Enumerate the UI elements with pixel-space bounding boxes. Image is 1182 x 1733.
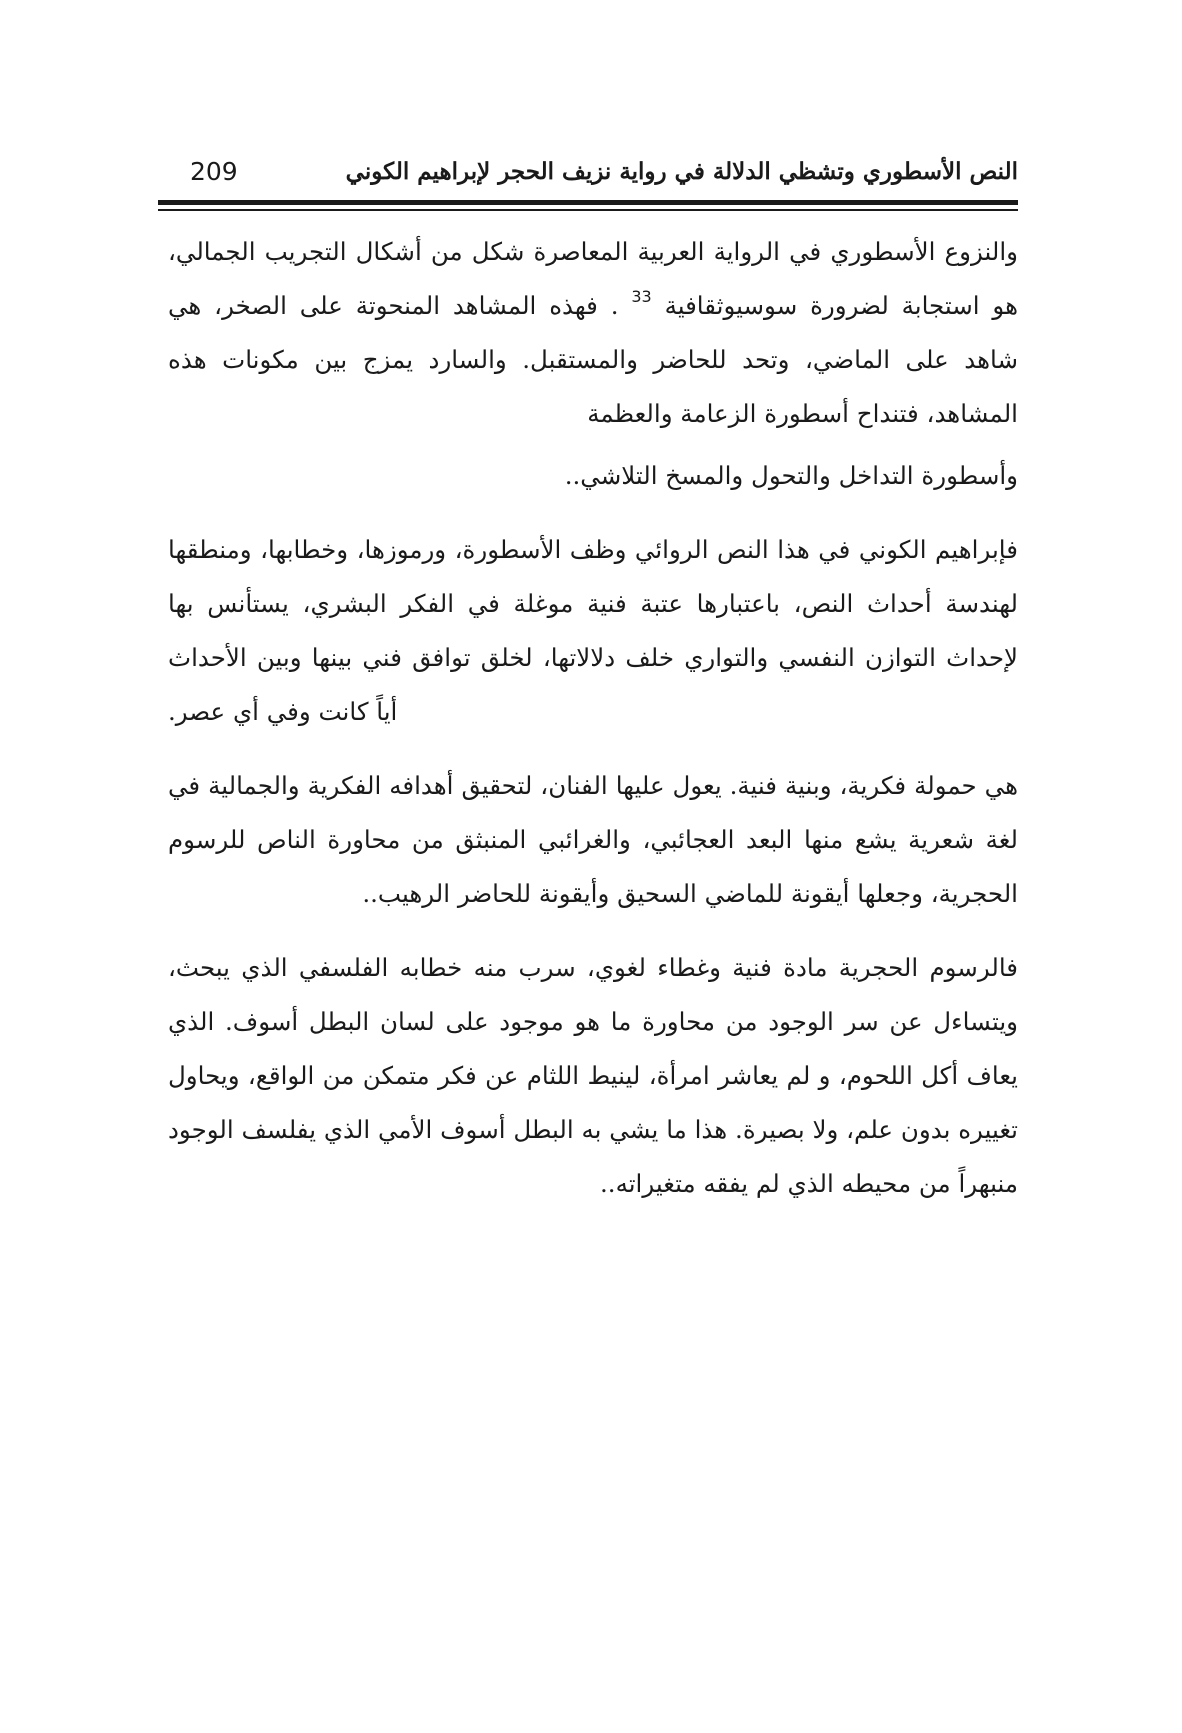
- running-title: النص الأسطوري وتشظي الدلالة في رواية نزيف الحجر لإبراهيم الكوني: [345, 158, 1018, 185]
- paragraph-4: هي حمولة فكرية، وبنية فنية. يعول عليها الفنان، لتحقيق أهدافه الفكرية والجمالية في لغة شعرية يشع منها البعد العجائبي، والغرائبي المنبثق من محاورة الناص للرسوم الحجرية، وجعلها أيقونة للماضي السحيق وأيقونة للحاضر الرهيب..: [168, 771, 1018, 908]
- paragraph-5: فالرسوم الحجرية مادة فنية وغطاء لغوي، سرب منه خطابه الفلسفي الذي يبحث، ويتساءل عن سر الوجود من محاورة ما هو موجود على لسان البطل أسوف. الذي يعاف أكل اللحوم، و لم يعاشر امرأة، لينيط اللثام عن فكر متمكن من الواقع، ويحاول تغييره بدون علم، ولا بصيرة. هذا ما يشي به البطل أسوف الأمي الذي يفلسف الوجود منبهراً من محيطه الذي لم يفقه متغيراته..: [168, 953, 1018, 1198]
- header-rule-thick: [158, 200, 1018, 205]
- page-header: [158, 150, 1018, 194]
- header-rule-thin: [158, 209, 1018, 211]
- paragraph-1-text-b: . فهذه المشاهد المنحوتة على الصخر، هي شاهد على الماضي، وتحد للحاضر والمستقبل. والسارد يمزج بين مكونات هذه المشاهد، فتنداح أسطورة الزعامة والعظمة: [168, 291, 1018, 428]
- footnote-ref: 33: [631, 287, 652, 306]
- paragraph-2: وأسطورة التداخل والتحول والمسخ التلاشي..: [564, 461, 1018, 490]
- page-number: 209: [190, 157, 238, 186]
- body-text: [168, 225, 1018, 1231]
- paragraph-1-text-a: والنزوع الأسطوري في الرواية العربية المعاصرة شكل من أشكال التجريب الجمالي، هو استجابة لضرورة سوسيوثقافية: [168, 237, 1019, 320]
- paragraph-1: [168, 225, 1018, 441]
- paragraph-3: فإبراهيم الكوني في هذا النص الروائي وظف الأسطورة، ورموزها، وخطابها، ومنطقها لهندسة أحداث النص، باعتبارها عتبة فنية موغلة في الفكر البشري، يستأنس بها لإحداث التوازن النفسي والتواري خلف دلالاتها، لخلق توافق فني بينها وبين الأحداث أياً كانت وفي أي عصر.: [168, 535, 1018, 726]
